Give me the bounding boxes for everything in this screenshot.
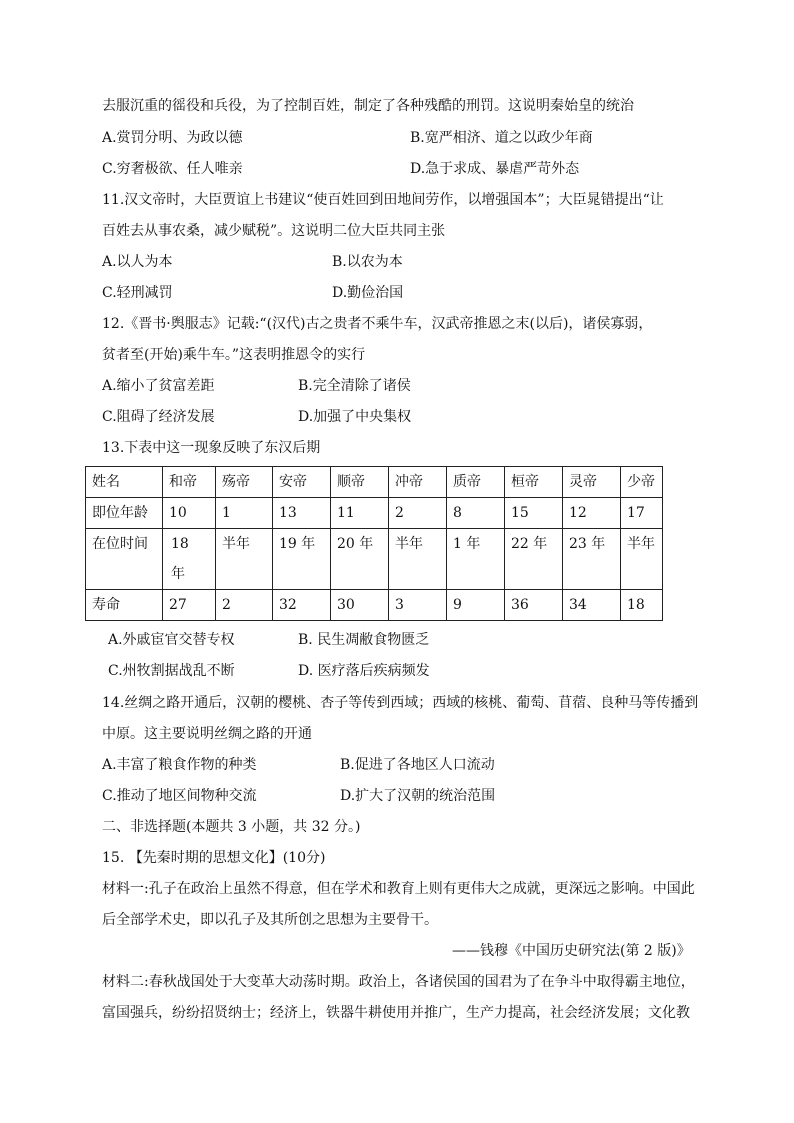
table-cell: 冲帝 xyxy=(389,467,447,498)
table-cell: 寿命 xyxy=(86,590,163,621)
q14-option-b: B.促进了各地区人口流动 xyxy=(340,757,495,773)
q15-material1-line2: 后全部学术史，即以孔子及其所创之思想为主要骨干。 xyxy=(102,912,438,928)
table-cell: 11 xyxy=(331,498,389,529)
table-cell: 1 年 xyxy=(447,529,505,590)
table-cell: 灵帝 xyxy=(563,467,621,498)
emperor-table xyxy=(85,466,663,621)
q11-option-d: D.勤俭治国 xyxy=(332,285,404,301)
table-cell: 13 xyxy=(273,498,331,529)
table-cell: 2 xyxy=(216,590,273,621)
table-cell: 27 xyxy=(163,590,216,621)
q10-option-d: D.急于求成、暴虐严苛外态 xyxy=(410,161,580,177)
table-cell: 姓名 xyxy=(86,467,163,498)
q13-option-c: C.州牧割据战乱不断 xyxy=(108,663,235,679)
q12-option-c: C.阻碍了经济发展 xyxy=(102,409,215,425)
table-cell: 15 xyxy=(505,498,563,529)
table-cell: 34 xyxy=(563,590,621,621)
q15-title: 15. 【先秦时期的思想文化】(10分) xyxy=(102,850,326,866)
table-cell: 半年 xyxy=(621,529,663,590)
table-cell: 30 xyxy=(331,590,389,621)
q15-material2-line2: 富国强兵，纷纷招贤纳士；经济上，铁器牛耕使用并推广，生产力提高，社会经济发展；文化教 xyxy=(102,1005,690,1021)
table-cell: 22 年 xyxy=(505,529,563,590)
q10-option-b: B.宽严相济、道之以政少年商 xyxy=(410,130,593,146)
table-cell: 20 年 xyxy=(331,529,389,590)
section-heading: 二、非选择题(本题共 3 小题，共 32 分。) xyxy=(102,819,361,835)
q12-stem-line1: 12.《晋书·舆服志》记载:“(汉代)古之贵者不乘牛车，汉武帝推恩之末(以后)，诸侯寡弱， xyxy=(102,316,653,332)
table-cell: 半年 xyxy=(389,529,447,590)
q11-stem-line1: 11.汉文帝时，大臣贾谊上书建议“使百姓回到田地间劳作，以增强国本”；大臣晁错提出“让 xyxy=(102,192,664,208)
q13-option-d: D. 医疗落后疾病频发 xyxy=(298,663,430,679)
q14-stem-line2: 中原。这主要说明丝绸之路的开通 xyxy=(102,726,312,742)
q12-option-b: B.完全清除了诸侯 xyxy=(298,378,411,394)
table-cell: 桓帝 xyxy=(505,467,563,498)
table-cell: 即位年龄 xyxy=(86,498,163,529)
q15-material2-line1: 材料二:春秋战国处于大变革大动荡时期。政治上，各诸侯国的国君为了在争斗中取得霸主地位， xyxy=(102,974,695,990)
table-row xyxy=(86,590,663,621)
q13-stem: 13.下表中这一现象反映了东汉后期 xyxy=(102,440,321,456)
table-cell: 10 xyxy=(163,498,216,529)
q11-stem-line2: 百姓去从事农桑，减少赋税”。这说明二位大臣共同主张 xyxy=(102,223,446,239)
table-cell: 半年 xyxy=(216,529,273,590)
q12-stem-line2: 贫者至(开始)乘牛车。”这表明推恩令的实行 xyxy=(102,347,366,363)
table-cell: 23 年 xyxy=(563,529,621,590)
table-cell: 2 xyxy=(389,498,447,529)
q11-option-a: A.以人为本 xyxy=(102,254,173,270)
q13-option-b: B. 民生凋敝食物匮乏 xyxy=(298,632,430,648)
table-cell: 19 年 xyxy=(273,529,331,590)
table-cell: 3 xyxy=(389,590,447,621)
table-cell: 在位时间 xyxy=(86,529,163,590)
q14-stem-line1: 14.丝绸之路开通后，汉朝的樱桃、杏子等传到西域；西域的核桃、葡萄、苜蓿、良种马等传播到 xyxy=(102,695,699,711)
q14-option-a: A.丰富了粮食作物的种类 xyxy=(102,757,257,773)
table-row xyxy=(86,498,663,529)
q14-option-c: C.推动了地区间物种交流 xyxy=(102,788,257,804)
table-cell: 36 xyxy=(505,590,563,621)
table-cell: 少帝 xyxy=(621,467,663,498)
table-cell: 顺帝 xyxy=(331,467,389,498)
table-cell: 安帝 xyxy=(273,467,331,498)
table-cell: 1 xyxy=(216,498,273,529)
table-header-row xyxy=(86,467,663,498)
table-cell: 12 xyxy=(563,498,621,529)
q10-option-c: C.穷奢极欲、任人唯亲 xyxy=(102,161,243,177)
table-cell: 质帝 xyxy=(447,467,505,498)
q11-option-b: B.以农为本 xyxy=(332,254,403,270)
q10-stem-tail: 去服沉重的徭役和兵役，为了控制百姓，制定了各种残酷的刑罚。这说明秦始皇的统治 xyxy=(102,98,634,114)
table-cell: 32 xyxy=(273,590,331,621)
table-cell: 18年 xyxy=(163,529,216,590)
table-cell: 17 xyxy=(621,498,663,529)
q15-material1-line1: 材料一:孔子在政治上虽然不得意，但在学术和教育上则有更伟大之成就，更深远之影响。中国此 xyxy=(102,881,695,897)
q13-option-a: A.外戚宦官交替专权 xyxy=(108,632,235,648)
q12-option-d: D.加强了中央集权 xyxy=(298,409,412,425)
q10-option-a: A.赏罚分明、为政以德 xyxy=(102,130,243,146)
q14-option-d: D.扩大了汉朝的统治范围 xyxy=(340,788,496,804)
q11-option-c: C.轻刑减罚 xyxy=(102,285,173,301)
table-cell: 9 xyxy=(447,590,505,621)
table-cell: 18 xyxy=(621,590,663,621)
table-row xyxy=(86,529,663,590)
q15-material1-source: ——钱穆《中国历史研究法(第 2 版)》 xyxy=(452,943,691,959)
table-cell: 殇帝 xyxy=(216,467,273,498)
table-cell: 和帝 xyxy=(163,467,216,498)
q12-option-a: A.缩小了贫富差距 xyxy=(102,378,215,394)
table-cell: 8 xyxy=(447,498,505,529)
